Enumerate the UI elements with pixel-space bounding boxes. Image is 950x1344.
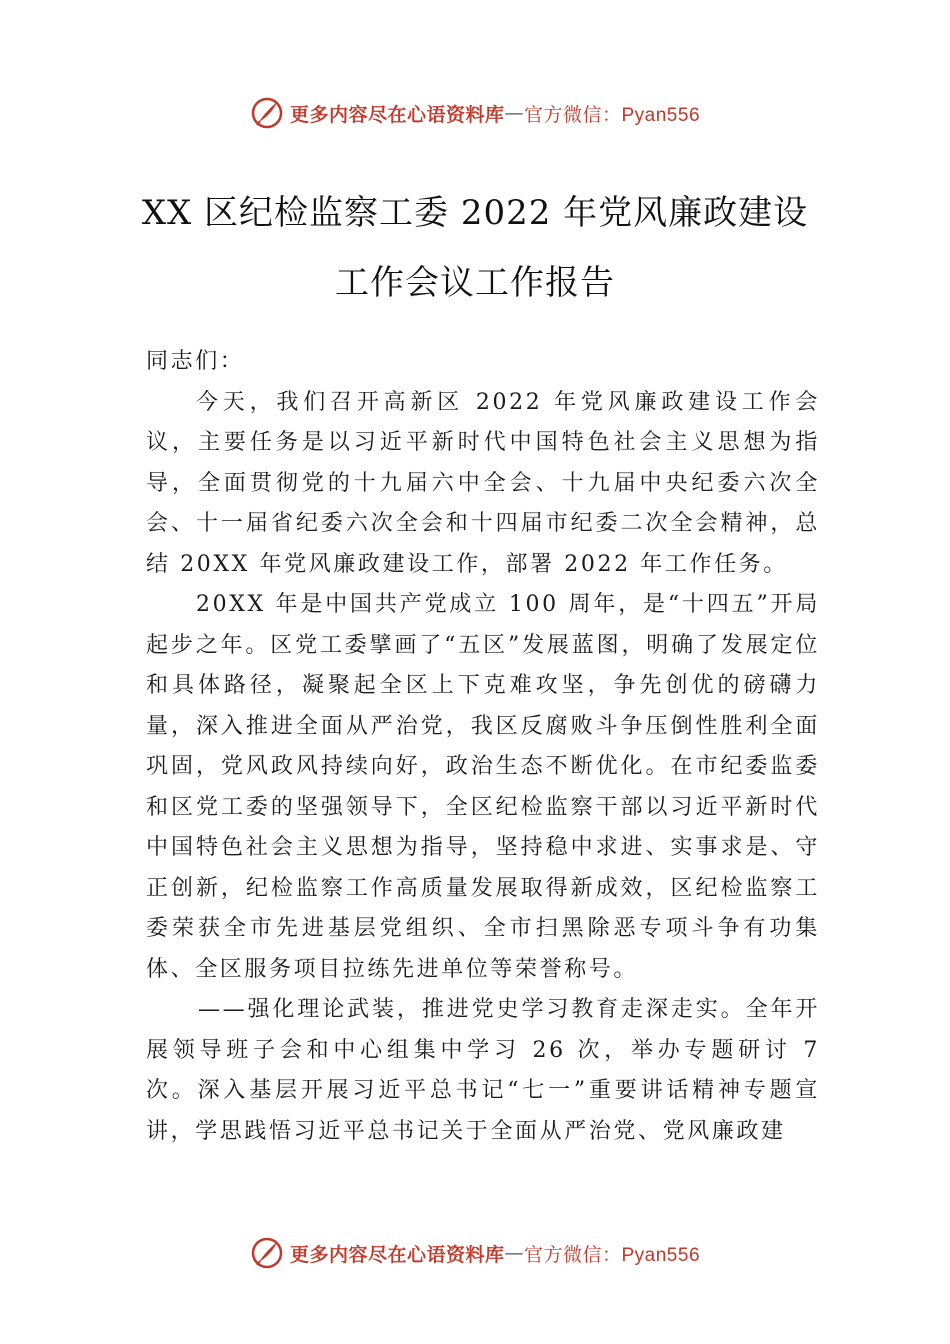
footer-watermark [0,1236,950,1270]
watermark-separator: — [504,1242,524,1264]
watermark-wechat: 官方微信：Pyan556 [524,104,701,126]
watermark-brand: 更多内容尽在心语资料库 [289,103,505,126]
watermark-brand: 更多内容尽在心语资料库 [289,1243,505,1266]
salutation: 同志们： [146,349,245,374]
quill-logo-icon [250,96,284,130]
header-watermark [0,96,950,130]
quill-logo-icon [250,1236,284,1270]
paragraph-1: 今天，我们召开高新区 2022 年党风廉政建设工作会议，主要任务是以习近平新时代中国特色社会主义思想为指导，全面贯彻党的十九届六中全会、十九届中央纪委六次全会、十一届省纪委六次全会和十四届市纪委二次全会精神，总结 20XX 年党风廉政建设工作，部署 2022 年工作任务。 [146,389,820,577]
watermark-wechat: 官方微信：Pyan556 [524,1244,701,1266]
title-line-2: 工作会议工作报告 [335,263,615,303]
paragraph-2: 20XX 年是中国共产党成立 100 周年，是“十四五”开局起步之年。区党工委擘画了“五区”发展蓝图，明确了发展定位和具体路径，凝聚起全区上下克难攻坚，争先创优的磅礴力量，深入推进全面从严治党，我区反腐败斗争压倒性胜利全面巩固，党风政风持续向好，政治生态不断优化。在市纪委监委和区党工委的坚强领导下，全区纪检监察干部以习近平新时代中国特色社会主义思想为指导，坚持稳中求进、实事求是、守正创新，纪检监察工作高质量发展取得新成效，区纪检监察工委荣获全市先进基层党组织、全市扫黑除恶专项斗争有功集体、全区服务项目拉练先进单位等荣誉称号。 [146,592,820,982]
watermark-separator: — [504,102,524,124]
document-body [146,342,820,1152]
document-title [0,178,950,318]
title-line-1: XX 区纪检监察工委 2022 年党风廉政建设 [141,193,809,233]
paragraph-3: ——强化理论武装，推进党史学习教育走深走实。全年开展领导班子会和中心组集中学习 26 次，举办专题研讨 7 次。深入基层开展习近平总书记“七一”重要讲话精神专题宣讲，学思践悟习近平总书记关于全面从严治党、党风廉政建 [146,997,820,1144]
